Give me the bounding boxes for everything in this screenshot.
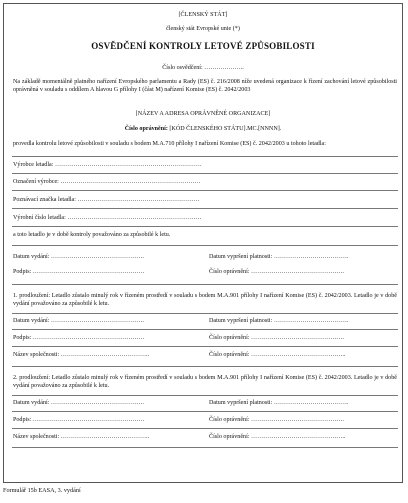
divider — [12, 226, 398, 227]
certificate-frame — [3, 3, 403, 483]
approval-number-line — [4, 126, 402, 133]
divider — [12, 245, 398, 246]
divider — [12, 156, 398, 157]
certificate-number: Číslo osvědčení: ……………….. — [162, 65, 244, 71]
organization-name-address: [NÁZEV A ADRESA OPRÁVNĚNÉ ORGANIZACE] — [135, 111, 271, 117]
ext1-expiry-date-field: Datum vypršení platnosti: ………………………………. — [209, 318, 349, 324]
divider — [12, 346, 398, 347]
ext2-expiry-date-field: Datum vypršení platnosti: ………………………………. — [209, 400, 349, 406]
divider — [12, 447, 398, 448]
ext1-signature-field: Podpis: ………………………………………………. — [13, 335, 145, 341]
divider — [12, 313, 398, 314]
issue-date-field: Datum vydání: ………………………………………. — [13, 254, 144, 260]
ext2-company-name-field: Název společnosti: …………………………………….. — [13, 434, 150, 440]
divider — [12, 428, 398, 429]
ext1-approval-number-field: Číslo oprávnění: ……………………………………….. — [209, 352, 346, 358]
divider — [12, 366, 398, 367]
review-paragraph: provedla kontrolu letové způsobilosti v souladu s bodem M.A.710 přílohy I nařízení Komise (ES) č. 2042/2003 u tohoto letadla: — [13, 141, 326, 147]
divider — [12, 284, 398, 285]
field-registration-mark: Poznávací značka letadla: …………………………………………………… — [13, 197, 200, 203]
member-state-line: členský stát Evropské unie (*) — [166, 26, 240, 32]
approval-number-label: Číslo oprávnění: — [124, 126, 168, 132]
divider — [12, 208, 398, 209]
approval-number-value: [KÓD ČLENSKÉHO STÁTU].MC.[NNNN]. — [167, 126, 282, 132]
ext2-issue-date-field: Datum vydání: ………………………………………. — [13, 400, 144, 406]
ext2-authorisation-number-field: Číslo oprávnění: ………………………………………. — [209, 417, 344, 423]
ext2-approval-number-field: Číslo oprávnění: ……………………………………….. — [209, 434, 346, 440]
intro-paragraph: Na základě momentálně platného nařízení Evropského parlamentu a Rady (ES) č. 216/2008 níže uvedená organizace k řízení zachování letové způsobilosti oprávněná v souladu s oddílem A hlavou G přílohy I (část M) nařízení Komise (ES) č. 2042/2003 — [13, 79, 397, 93]
ext1-company-name-field: Název společnosti: …………………………………….. — [13, 352, 150, 358]
divider — [12, 190, 398, 191]
certificate-title: OSVĚDČENÍ KONTROLY LETOVÉ ZPŮSOBILOSTI — [91, 41, 315, 51]
divider — [12, 395, 398, 396]
form-footer: Formulář 15b EASA, 3. vydání — [3, 487, 81, 494]
field-serial-number: Výrobní číslo letadla: ………………………………………………………… — [13, 215, 202, 221]
member-state-bracket: [ČLENSKÝ STÁT] — [178, 12, 228, 18]
expiry-date-field: Datum vypršení platnosti: ………………………………. — [209, 254, 349, 260]
extension-2-text: 2. prodloužení: Letadlo zůstalo minulý rok v řízeném prostředí v souladu s bodem M.A.901 přílohy I nařízení Komise (ES) č. 2042/2003. Letadlo je v době vydání považováno za způsobilé k letu. — [13, 375, 397, 389]
field-manufacturer-designation: Označení výrobce: …………………………………………………………… — [13, 179, 201, 185]
divider — [12, 411, 398, 412]
ext1-authorisation-number-field: Číslo oprávnění: ………………………………………. — [209, 335, 344, 341]
signature-field: Podpis: ………………………………………………. — [13, 269, 145, 275]
ext2-signature-field: Podpis: ………………………………………………. — [13, 417, 145, 423]
extension-1-text: 1. prodloužení: Letadlo zůstalo minulý rok v řízeném prostředí v souladu s bodem M.A.901 přílohy I nařízení Komise (ES) č. 2042/2003. Letadlo je v době vydání považováno za způsobilé k letu. — [13, 293, 397, 307]
ext1-issue-date-field: Datum vydání: ………………………………………. — [13, 318, 144, 324]
divider — [12, 173, 398, 174]
authorisation-number-field: Číslo oprávnění: ………………………………………. — [209, 269, 344, 275]
airworthy-statement: a toto letadlo je v době kontroly považováno za způsobilé k letu. — [13, 232, 171, 238]
field-aircraft-manufacturer: Výrobce letadla: ……………………………………………………………… — [13, 162, 202, 168]
divider — [12, 329, 398, 330]
